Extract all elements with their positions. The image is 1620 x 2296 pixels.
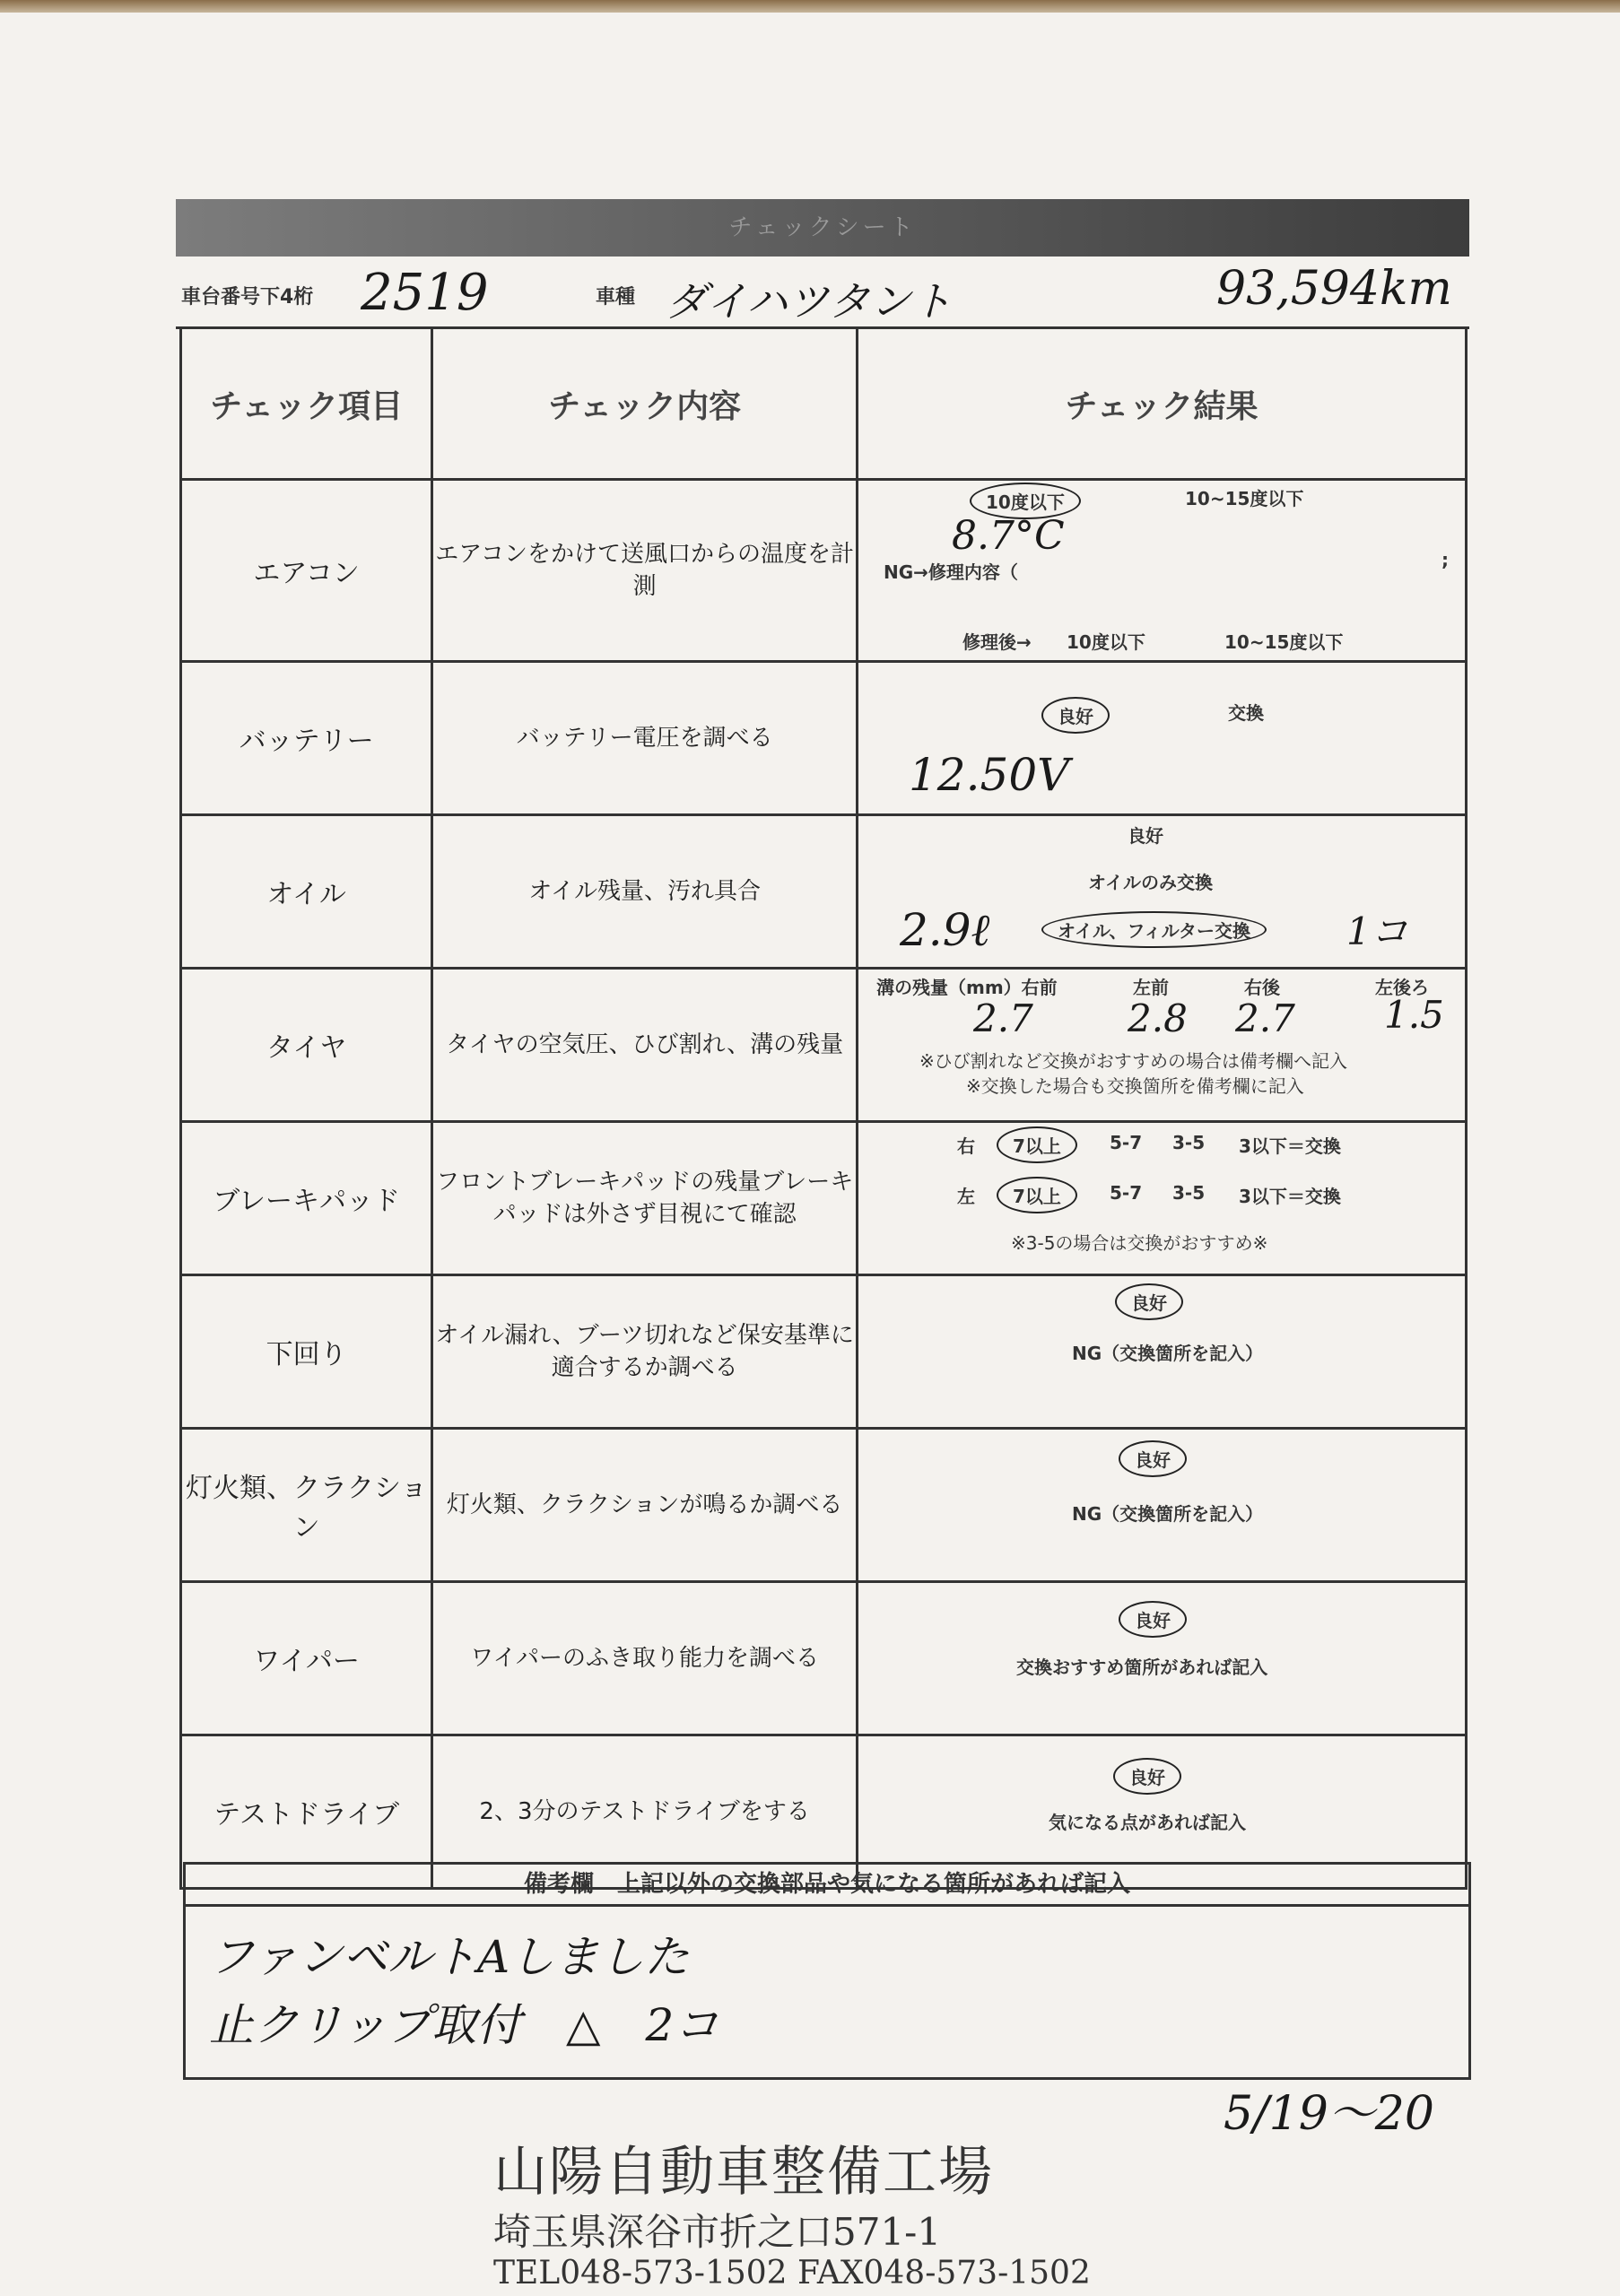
content-cell: 2、3分のテストドライブをする <box>432 1735 858 1889</box>
tire-value: 1.5 <box>1384 993 1444 1037</box>
option: NG→修理内容（ <box>884 561 1018 583</box>
remarks-header: 備考欄 上記以外の交換部品や気になる箇所があれば記入 <box>183 1862 1471 1907</box>
vehicle-number-value: 2519 <box>361 264 489 322</box>
option: 10~15度以下 <box>1224 631 1344 653</box>
option-circled: 良好 <box>1119 1601 1187 1638</box>
result-cell <box>858 1122 1467 1275</box>
handwritten-value: 8.7°C <box>952 513 1065 559</box>
option: 10~15度以下 <box>1185 488 1304 509</box>
option: 気になる点があれば記入 <box>1049 1812 1246 1833</box>
content-cell: オイル漏れ、ブーツ切れなど保安基準に適合するか調べる <box>432 1275 858 1429</box>
table-row <box>181 1275 1467 1429</box>
option-circled: 良好 <box>1041 697 1110 734</box>
tire-value: 2.7 <box>1235 996 1295 1040</box>
brake-note: ※3-5の場合は交換がおすすめ※ <box>1011 1232 1268 1254</box>
shop-tel-fax: TEL048-573-1502 FAX048-573-1502 <box>493 2255 1091 2292</box>
header-item: チェック項目 <box>181 328 432 480</box>
item-cell: エアコン <box>181 480 432 662</box>
option: 5-7 <box>1110 1132 1143 1153</box>
tire-label: 右後 <box>1244 977 1280 998</box>
option-circled: 10度以下 <box>970 483 1081 519</box>
option: 5-7 <box>1110 1182 1143 1204</box>
option-circled: 良好 <box>1115 1283 1183 1320</box>
tire-label: 左前 <box>1133 977 1169 998</box>
check-table <box>179 326 1468 1890</box>
mileage-value: 93,594km <box>1216 262 1452 316</box>
item-cell: ワイパー <box>181 1582 432 1735</box>
tire-value: 2.8 <box>1128 996 1188 1040</box>
result-cell <box>858 1275 1467 1429</box>
option: 3-5 <box>1172 1132 1206 1153</box>
remarks-box <box>183 1901 1471 2080</box>
item-cell: 下回り <box>181 1275 432 1429</box>
car-model-value: ダイハツタント <box>666 277 953 326</box>
tire-note: ※ひび割れなど交換がおすすめの場合は備考欄へ記入 <box>919 1050 1347 1072</box>
option-circled: 7以上 <box>997 1177 1077 1213</box>
result-cell <box>858 480 1467 662</box>
header-result: チェック結果 <box>858 328 1467 480</box>
option: オイルのみ交換 <box>1088 872 1213 893</box>
remarks-line-2: 止クリップ取付 △ 2コ <box>209 1999 719 2051</box>
item-cell: ブレーキパッド <box>181 1122 432 1275</box>
header-content: チェック内容 <box>432 328 858 480</box>
option-circled: 7以上 <box>997 1126 1077 1163</box>
brake-left-label: 左 <box>957 1186 975 1207</box>
option: 交換おすすめ箇所があれば記入 <box>1016 1657 1268 1678</box>
option: 3-5 <box>1172 1182 1206 1204</box>
option: 修理後→ <box>962 631 1032 653</box>
option: 3以下＝交換 <box>1239 1135 1341 1157</box>
item-cell: 灯火類、クラクション <box>181 1429 432 1582</box>
content-cell: エアコンをかけて送風口からの温度を計測 <box>432 480 858 662</box>
table-row <box>181 1582 1467 1735</box>
sheet-title: チェックシート <box>176 199 1469 257</box>
vehicle-info-row <box>176 257 1469 329</box>
result-cell <box>858 662 1467 815</box>
table-row <box>181 815 1467 969</box>
result-cell <box>858 815 1467 969</box>
option-circled: 良好 <box>1119 1440 1187 1477</box>
item-cell: タイヤ <box>181 969 432 1122</box>
table-row <box>181 969 1467 1122</box>
item-cell: オイル <box>181 815 432 969</box>
handwritten-count: 1コ <box>1346 909 1408 953</box>
shop-address: 埼玉県深谷市折之口571-1 <box>493 2210 942 2254</box>
paper-edge <box>0 0 1620 13</box>
car-model-label: 車種 <box>596 286 636 309</box>
handwritten-value: 12.50V <box>909 749 1070 801</box>
check-sheet <box>176 199 1469 2099</box>
table-row <box>181 662 1467 815</box>
table-row <box>181 1429 1467 1582</box>
item-cell: テストドライブ <box>181 1735 432 1889</box>
option: 交換 <box>1228 702 1264 724</box>
vehicle-number-label: 車台番号下4桁 <box>181 286 314 309</box>
tire-value: 2.7 <box>973 996 1033 1040</box>
brake-right-label: 右 <box>957 1135 975 1157</box>
tire-label: 左後ろ <box>1375 977 1429 998</box>
option: 3以下＝交換 <box>1239 1186 1341 1207</box>
content-cell: フロントブレーキパッドの残量ブレーキパッドは外さず目視にて確認 <box>432 1122 858 1275</box>
option: NG（交換箇所を記入） <box>1072 1503 1264 1525</box>
result-cell <box>858 1429 1467 1582</box>
tire-label: 溝の残量（mm）右前 <box>876 977 1058 998</box>
item-cell: バッテリー <box>181 662 432 815</box>
content-cell: ワイパーのふき取り能力を調べる <box>432 1582 858 1735</box>
handwritten-date: 5/19〜20 <box>1224 2087 1434 2141</box>
table-row <box>181 480 1467 662</box>
option: 良好 <box>1128 825 1163 847</box>
tire-note: ※交換した場合も交換箇所を備考欄に記入 <box>966 1075 1304 1097</box>
table-row <box>181 1122 1467 1275</box>
option-circled: オイル、フィルター交換 <box>1041 911 1267 948</box>
content-cell: 灯火類、クラクションが鳴るか調べる <box>432 1429 858 1582</box>
option-circled: 良好 <box>1113 1758 1181 1795</box>
option: 10度以下 <box>1067 631 1145 653</box>
remarks-line-1: ファンベルトAしました <box>209 1931 690 1983</box>
result-cell <box>858 1582 1467 1735</box>
option: NG（交換箇所を記入） <box>1072 1343 1264 1364</box>
shop-name: 山陽自動車整備工場 <box>493 2141 994 2204</box>
content-cell: オイル残量、汚れ具合 <box>432 815 858 969</box>
paren-close: ; <box>1441 549 1449 570</box>
result-cell <box>858 969 1467 1122</box>
table-header-row <box>181 328 1467 480</box>
content-cell: バッテリー電圧を調べる <box>432 662 858 815</box>
handwritten-value: 2.9ℓ <box>900 904 990 956</box>
content-cell: タイヤの空気圧、ひび割れ、溝の残量 <box>432 969 858 1122</box>
